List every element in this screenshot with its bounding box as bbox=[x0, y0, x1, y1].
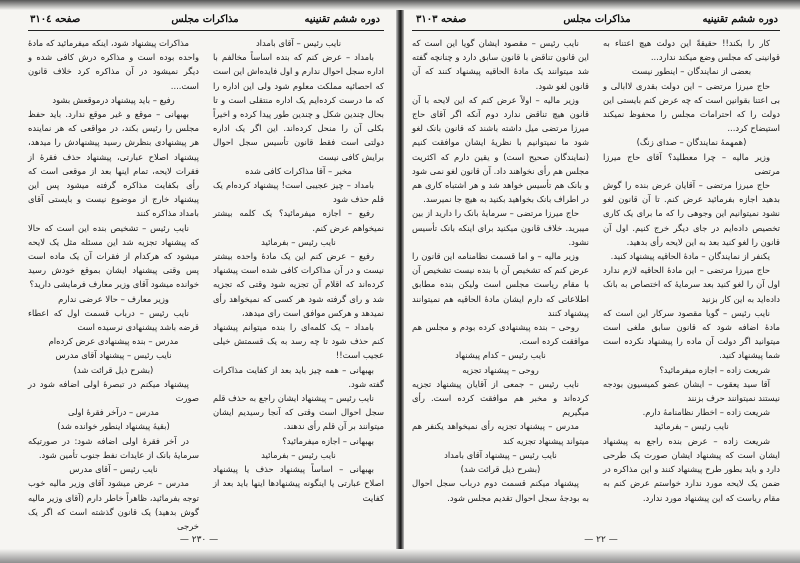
paragraph: نایب رئیس – بفرمائید bbox=[261, 449, 336, 460]
paragraph: مدرس – عرض میشود آقای وزیر مالیه خوب توجه بفرمائید، ظاهراً خاطر دارم (آقای وزیر مالیه گوش بدهید) یک قانون گذشته است که اگر یک خرجی bbox=[28, 478, 199, 531]
paragraph: بامداد – چیز عجیبی است! پیشنهاد کرده‌ام یک قلم حذف شود bbox=[213, 180, 384, 205]
paragraph: بامداد – عرض کنم که بنده اساساً مخالفم با اداره سجل احوال ندارم و اول فایده‌اش این است که احصائیه مملکت معلوم شود ولی این اداره را که ما درست کرده‌ایم یک اداره منتقلی است و تا بحال چندین شکل و چندین طور پیدا کرده و اخیراً بکلی آن را منحل کرده‌اند. این اگر یک اداره دولتی است فقط قانون تأسیس سجل احوال برایش کافی نیست bbox=[213, 52, 384, 162]
paragraph: نایب رئیس – پیشنهاد آقای بامداد bbox=[444, 449, 557, 460]
scan-top-shadow bbox=[0, 0, 800, 10]
paragraph: وزیر مالیه – چرا معطلید؟ آقای حاج میرزا مرتضی bbox=[603, 151, 780, 176]
paragraph: کار را بکند!! حقیقةً این دولت هیچ اعتناء به قوانینی که مجلس وضع میکند ندارد... bbox=[603, 38, 780, 63]
paragraph: نایب رئیس – جمعی از آقایان پیشنهاد تجزیه کرده‌اند و مخبر هم موافقت کرده است. رأی میگیریم bbox=[412, 378, 589, 418]
left-page-columns bbox=[28, 36, 384, 533]
left-folio: — ٢٣٠ — bbox=[179, 535, 219, 545]
paragraph: بعضی از نمایندگان – اینطور نیست bbox=[631, 66, 752, 77]
scan-bottom-shadow bbox=[0, 549, 800, 563]
paragraph: نایب رئیس – درباب قسمت اول که اعطاء قرضه باشد پیشنهادی نرسیده است bbox=[28, 307, 199, 333]
right-page bbox=[402, 0, 800, 563]
paragraph: بامداد – یک کلمه‌ای را بنده میتوانم پیشنهاد کنم حذف شود تا چه رسد به یک قسمتش خیلی عجیب است!! bbox=[213, 322, 384, 361]
paragraph: مذاکرات پیشنهاد شود، اینکه میفرمائید که مادهٔ واحده بوده است و مذاکره درش کافی شده و دیگر نمیشود در آن مذاکره کرد خلاف قانون است.... bbox=[28, 38, 199, 91]
right-page-right-column bbox=[603, 36, 780, 533]
paragraph: شریعت زاده – اخطار نظامنامهٔ دارم. bbox=[642, 407, 770, 418]
paragraph: نایب رئیس – آقای مدرس bbox=[69, 464, 158, 475]
paragraph: وزیر مالیه – و اما قسمت نظامنامه این قانون را عرض کنم که تشخیص آن با بنده نیست تشخیص آن با مقام ریاست مجلس است ولیکن بنده مطابق اطلاعاتی که دارم ایشان مادهٔ الحاقیه هم نمیتوانند پیشنهاد کنند bbox=[412, 251, 589, 318]
paragraph: روحی – بنده پیشنهادی کرده بودم و مجلس هم موافقت کرده است. bbox=[412, 322, 589, 347]
right-page-left-column bbox=[412, 36, 589, 533]
paragraph: مدرس – بنده پیشنهادی عرض کرده‌ام bbox=[48, 336, 179, 347]
paragraph: یکنفر از نمایندگان – مادهٔ الحاقیه پیشنهاد کنید. bbox=[610, 251, 770, 262]
paragraph: (همهمهٔ نمایندگان – صدای زنگ) bbox=[636, 137, 747, 148]
left-page-number: صفحه ٣١٠٤ bbox=[30, 14, 81, 25]
left-running-head bbox=[30, 14, 380, 28]
paragraph: حاج میرزا مرتضی – سرمایهٔ بانک را دارید از بین میبرید. خلاف قانون میکنید برای اینکه بانک تأسیس نشود. bbox=[412, 208, 589, 247]
paragraph: نایب رئیس – بفرمائید bbox=[261, 236, 336, 247]
paragraph: نایب رئیس – گویا مقصود سرکار این است که مادهٔ اضافه شود که قانون سابق ملغی است میتوانید اگر دولت آن ماده را پیشنهاد نکرده است شما پیشنهاد کنید. bbox=[603, 307, 780, 361]
paragraph: حاج میرزا مرتضی – این مادهٔ الحاقیه لازم ندارد اول آن را لغو کنید بعد سرمایهٔ که اختصاص به بانک داده‌اید به این کار بزنید bbox=[603, 265, 780, 304]
paragraph: بهبهانی – اجازه میفرمائید؟ bbox=[282, 435, 374, 446]
right-running-title: مذاکرات مجلس bbox=[563, 14, 631, 25]
paragraph: رفیع – عرض کنم این یک مادهٔ واحده بیشتر نیست و در آن مذاکرات کافی شده است پیشنهاد کرده‌اند که اقلام آن تجزیه شود وقتی که تجزیه شد و رای گرفته شود هر کسی که نمیخواهد رأی نمیدهد و هرکس موافق است رای میدهد، bbox=[213, 251, 384, 318]
paragraph: بهبهانی – موقع و غیر موقع ندارد. باید حفظ مجلس را رئیس بکند، در مواقعی که هر نماینده هر پیشنهادی بنظرش رسید پیشنهادش را میدهد، پیشنهاد اصلاح عبارتی، پیشنهاد حذف فقرهٔ از فقرات لایحه، تمام اینها بعد از موقعی است که رأی بکفایت مذاکره گرفته میشود پس این پیشنهاد خارج از موضوع نیست و بایستی آقای بامداد مذاکره کنند bbox=[28, 109, 199, 219]
paragraph: نایب رئیس – مقصود ایشان گویا این است که این قانون تناقض با قانون سابق دارد و چنانچه گفته شد میتوانند یک مادهٔ الحاقیه پیشنهاد کنند که آن قانون لغو شود. bbox=[412, 38, 589, 91]
left-page bbox=[0, 0, 399, 563]
paragraph: مدرس – پیشنهاد تجزیه رأی نمیخواهد یکنفر هم میتواند پیشنهاد تجزیه کند bbox=[412, 421, 589, 446]
paragraph: آقا سید یعقوب – ایشان عضو کمیسیون بودجه نیستند نمیتوانند حرف بزنند bbox=[603, 378, 780, 404]
left-header-rule bbox=[28, 30, 384, 31]
paragraph: پیشنهاد میکنم قسمت دوم درباب سجل احوال به بودجهٔ سجل احوال تقدیم مجلس شود. bbox=[412, 478, 589, 503]
paragraph: (بشرح ذیل قرائت شد) bbox=[73, 364, 154, 375]
paragraph: نایب رئیس – تشخیص بنده این است که حالا که پیشنهاد تجزیه شد این مسئله مثل یک لایحه میشود که هرکدام از فقرات آن یک ماده است پس وقتی پیشنهاد ایشان بموقع خودش رسید خوانده میشود آقای وزیر معارف فرمایشی دارید؟ bbox=[28, 222, 199, 290]
paragraph: در آخر فقرهٔ اولی اضافه شود: در صورتیکه سرمایهٔ بانک از عایدات نفط جنوب تأمین شود. bbox=[28, 435, 199, 460]
right-page-columns bbox=[412, 36, 780, 533]
paragraph: رفیع – اجازه میفرمائید؟ یک کلمه بیشتر نمیخواهم عرض کنم. bbox=[213, 208, 384, 233]
book-gutter bbox=[396, 0, 404, 563]
right-folio: — ٢٢ — bbox=[584, 535, 618, 545]
right-running-head bbox=[416, 14, 778, 28]
right-journal-name: دوره ششم تقنینیه bbox=[702, 14, 778, 25]
paragraph: نایب رئیس – کدام پیشنهاد bbox=[455, 350, 546, 361]
paragraph: نایب رئیس – آقای بامداد bbox=[255, 38, 342, 48]
paragraph: بهبهانی – همه چیز باید بعد از کفایت مذاکرات گفته شود. bbox=[213, 364, 384, 389]
paragraph: بهبهانی – اساساً پیشنهاد حذف یا پیشنهاد اصلاح عبارتی یا اینگونه پیشنهادها اینها باید بعد از کفایت bbox=[213, 464, 384, 503]
right-page-number: صفحه ٣١٠٣ bbox=[416, 14, 467, 25]
paragraph: روحی – پیشنهاد تجزیه bbox=[462, 364, 539, 375]
paragraph: رفیع – باید پیشنهاد درموقعش بشود bbox=[52, 94, 175, 105]
left-page-right-column bbox=[213, 36, 384, 533]
paragraph: شریعت زاده – اجازه میفرمائید؟ bbox=[659, 364, 770, 375]
paragraph: مخبر – آقا مذاکرات کافی شده bbox=[245, 165, 352, 176]
paragraph: پیشنهاد میکنم در تبصرهٔ اولی اضافه شود در صورت bbox=[28, 378, 199, 404]
paragraph: حاج میرزا مرتضی – آقایان عرض بنده را گوش بدهید اجازه بفرمائید عرض کنم. تا آن قانون لغو نشود نمیتوانیم این وجوهی را که ما برای یک کاری تخصیص داده‌ایم در جای دیگر خرج کنیم. اول آن قانون را لغو کنید بعد به این لایحه رأی بدهید. bbox=[603, 180, 780, 247]
paragraph: حاج میرزا مرتضی – این دولت بقدری لاابالی و بی اعتنا بقوانین است که چه عرض کنم بایستی این دولت را که احترامات مجلس را محفوظ نمیکند استیضاح کرد... bbox=[603, 80, 780, 134]
paragraph: شریعت زاده – عرض بنده راجع به پیشنهاد ایشان است که پیشنهاد ایشان صورت یک طرحی دارد و باید بطور طرح پیشنهاد کنند و این مذاکره در ضمن یک لایحه مورد ندارد خواستم عرض کنم به مقام ریاست که این پیشنهاد مورد ندارد. bbox=[603, 435, 780, 503]
paragraph: مدرس – درآخر فقرهٔ اولی bbox=[67, 407, 160, 418]
paragraph: نایب رئیس – بفرمائید bbox=[654, 421, 729, 432]
right-header-rule bbox=[412, 30, 780, 31]
left-page-left-column bbox=[28, 36, 199, 533]
paragraph: وزیر مالیه – اولاً عرض کنم که این لایحه با آن قانون هیچ تناقض ندارد دوم آنکه اگر آقای حاج میرزا مرتضی میل داشته باشند که قانون بانک لغو شود ما نمیتوانیم با نظریهٔ ایشان موافقت کنیم (نمایندگان صحیح است) و یقین دارم که اکثریت مجلس هم رأی نخواهند داد. آن قانون لغو نمی شود و بانک هم تأسیس خواهد شد و هر اشتباه کاری هم در اطراف بانک بخواهید بکنید به هیچ جا نمیرسد. bbox=[412, 94, 589, 205]
left-running-title: مذاکرات مجلس bbox=[171, 14, 239, 25]
paragraph: وزیر معارف – حالا عرضی ندارم bbox=[58, 293, 169, 304]
left-journal-name: دوره ششم تقنینیه bbox=[304, 14, 380, 25]
paragraph: (بقیهٔ پیشنهاد اینطور خوانده شد) bbox=[57, 421, 170, 432]
paragraph: (بشرح ذیل قرائت شد) bbox=[460, 464, 541, 475]
paragraph: نایب رئیس – پیشنهاد ایشان راجع به حذف قلم سجل احوال است وقتی که آنجا رسیدیم ایشان میتوانند بر آن قلم رأی ندهند. bbox=[213, 393, 384, 432]
paragraph: نایب رئیس – پیشنهاد آقای مدرس bbox=[55, 350, 172, 361]
